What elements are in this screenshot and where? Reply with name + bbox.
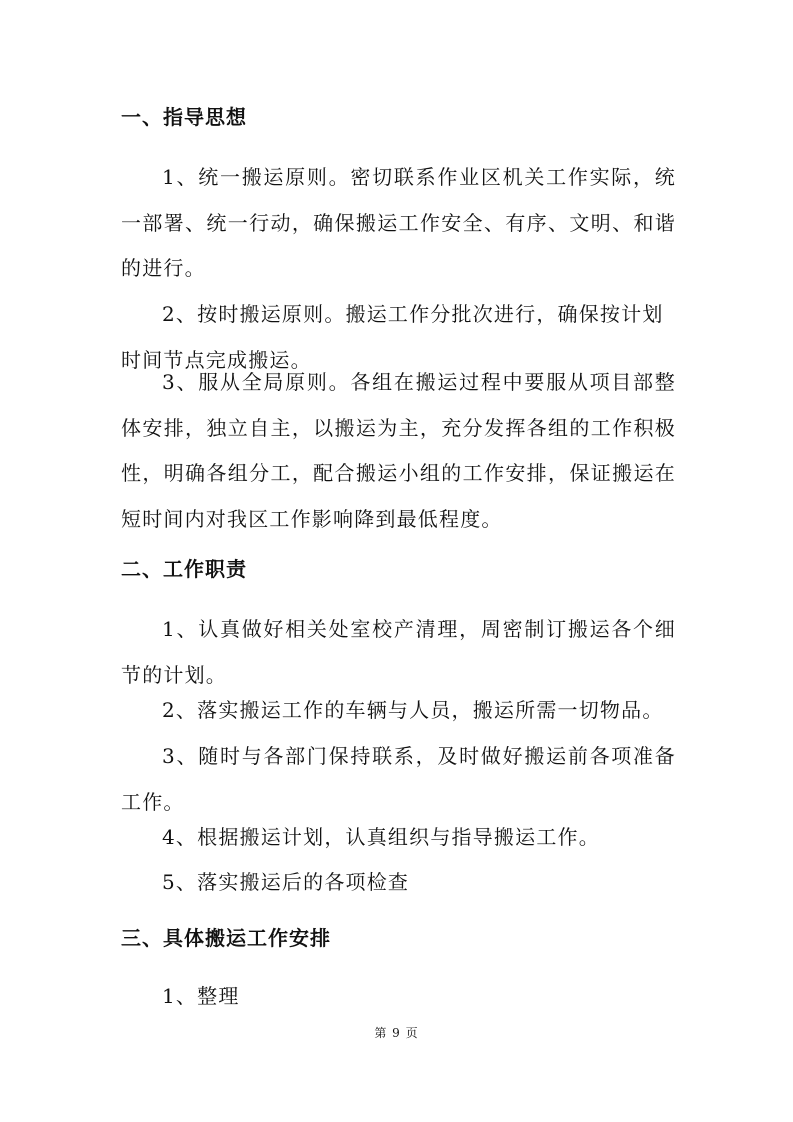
paragraph-duty-2: 2、落实搬运工作的车辆与人员，搬运所需一切物品。 [162,698,664,722]
section-heading-arrangements: 三、具体搬运工作安排 [121,926,331,950]
paragraph-overall-principle: 3、服从全局原则。各组在搬运过程中要服从项目部整体安排，独立自主，以搬运为主，充分发挥各组的工作积极性，明确各组分工，配合搬运小组的工作安排，保证搬运在短时间内对我区工作影响降到最低程度。 [121,370,676,531]
paragraph-duty-3: 3、随时与各部门保持联系，及时做好搬运前各项准备工作。 [121,744,676,814]
page-number: 第 9 页 [374,1026,419,1040]
section-heading-guiding-ideas: 一、指导思想 [121,105,247,129]
paragraph-duty-4: 4、根据搬运计划，认真组织与指导搬运工作。 [162,825,600,849]
paragraph-unified-principle: 1、统一搬运原则。密切联系作业区机关工作实际，统一部署、统一行动，确保搬运工作安全、有序、文明、和谐的进行。 [121,165,676,280]
section-heading-duties: 二、工作职责 [121,557,247,581]
paragraph-arrangement-1: 1、整理 [162,984,240,1008]
paragraph-duty-5: 5、落实搬运后的各项检查 [162,870,410,894]
paragraph-duty-1: 1、认真做好相关处室校产清理，周密制订搬运各个细节的计划。 [121,617,676,687]
paragraph-on-time-principle: 2、按时搬运原则。搬运工作分批次进行，确保按计划时间节点完成搬运。 [121,302,664,372]
